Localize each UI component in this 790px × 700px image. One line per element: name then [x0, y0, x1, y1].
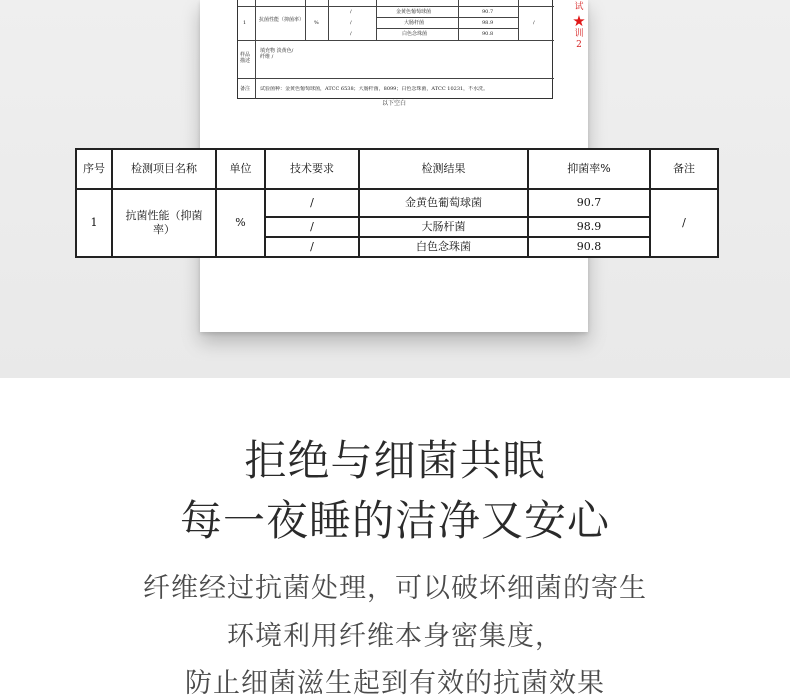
- row-unit: %: [235, 216, 246, 229]
- organism-cell: 大肠杆菌: [421, 220, 466, 233]
- requirement-cell: /: [310, 220, 314, 233]
- rate-cell: 90.8: [576, 240, 602, 253]
- header-rate: 抑菌率%: [567, 162, 611, 175]
- stamp-char-2: 训: [574, 29, 584, 39]
- mini-row-item: 抗菌性能（抑菌率）: [259, 17, 305, 23]
- mini-row-no: 1: [243, 20, 247, 26]
- header-no: 序号: [83, 162, 105, 175]
- stamp-star-icon: ★: [572, 12, 586, 30]
- row-no: 1: [90, 216, 98, 229]
- report-footer-note: 以下空白: [381, 100, 406, 107]
- mini-note: /: [533, 20, 535, 26]
- mini-req-3: /: [350, 31, 352, 37]
- mini-rate-3: 90.8: [482, 31, 494, 37]
- mini-req-1: /: [350, 9, 352, 15]
- headline-line-1: 拒绝与细菌共眠: [244, 436, 546, 485]
- rate-cell: 90.7: [576, 196, 602, 209]
- stamp-mark: [572, 2, 586, 64]
- mini-organism-3: 白色念珠菌: [402, 31, 428, 37]
- mini-remark-label: 备注: [240, 86, 251, 92]
- organism-cell: 白色念珠菌: [416, 240, 471, 253]
- row-item: 抗菌性能（抑菌率）: [125, 209, 203, 236]
- header-unit: 单位: [229, 162, 252, 175]
- header-requirement: 技术要求: [290, 162, 334, 175]
- mini-row-unit: %: [314, 20, 319, 26]
- mini-organism-2: 大肠杆菌: [404, 20, 425, 26]
- row-note: /: [682, 216, 686, 229]
- body-line-3: 防止细菌滋生起到有效的抗菌效果: [185, 668, 605, 699]
- report-mini-table: [237, 0, 553, 99]
- body-line-2: 环境利用纤维本身密集度，: [227, 621, 563, 652]
- requirement-cell: /: [310, 196, 314, 209]
- rate-cell: 98.9: [576, 220, 602, 233]
- stamp-char-1: 试: [574, 2, 584, 12]
- mini-remark-text: 试验菌种：金黄色葡萄球菌，ATCC 6538；大肠杆菌，8099；白色念珠菌，ATCC 10231，不水洗。: [260, 86, 489, 92]
- mini-sample-label: 样品描述: [240, 52, 251, 64]
- stamp-char-3: 2: [576, 40, 582, 50]
- mini-sample-desc: 填充物 淡黄色/纤维 /: [260, 48, 294, 60]
- mini-rate-1: 90.7: [482, 9, 494, 15]
- mini-organism-1: 金黄色葡萄球菌: [396, 9, 432, 15]
- header-note: 备注: [673, 162, 695, 175]
- mini-rate-2: 98.9: [482, 20, 494, 26]
- headline-line-2: 每一夜睡的洁净又安心: [179, 496, 610, 545]
- requirement-cell: /: [310, 240, 314, 253]
- header-item: 检测项目名称: [131, 162, 197, 175]
- zoomed-result-table: [75, 148, 719, 258]
- body-line-1: 纤维经过抗菌处理，可以破坏细菌的寄生: [143, 573, 647, 604]
- header-result: 检测结果: [421, 162, 466, 175]
- mini-req-2: /: [350, 20, 352, 26]
- organism-cell: 金黄色葡萄球菌: [405, 196, 482, 209]
